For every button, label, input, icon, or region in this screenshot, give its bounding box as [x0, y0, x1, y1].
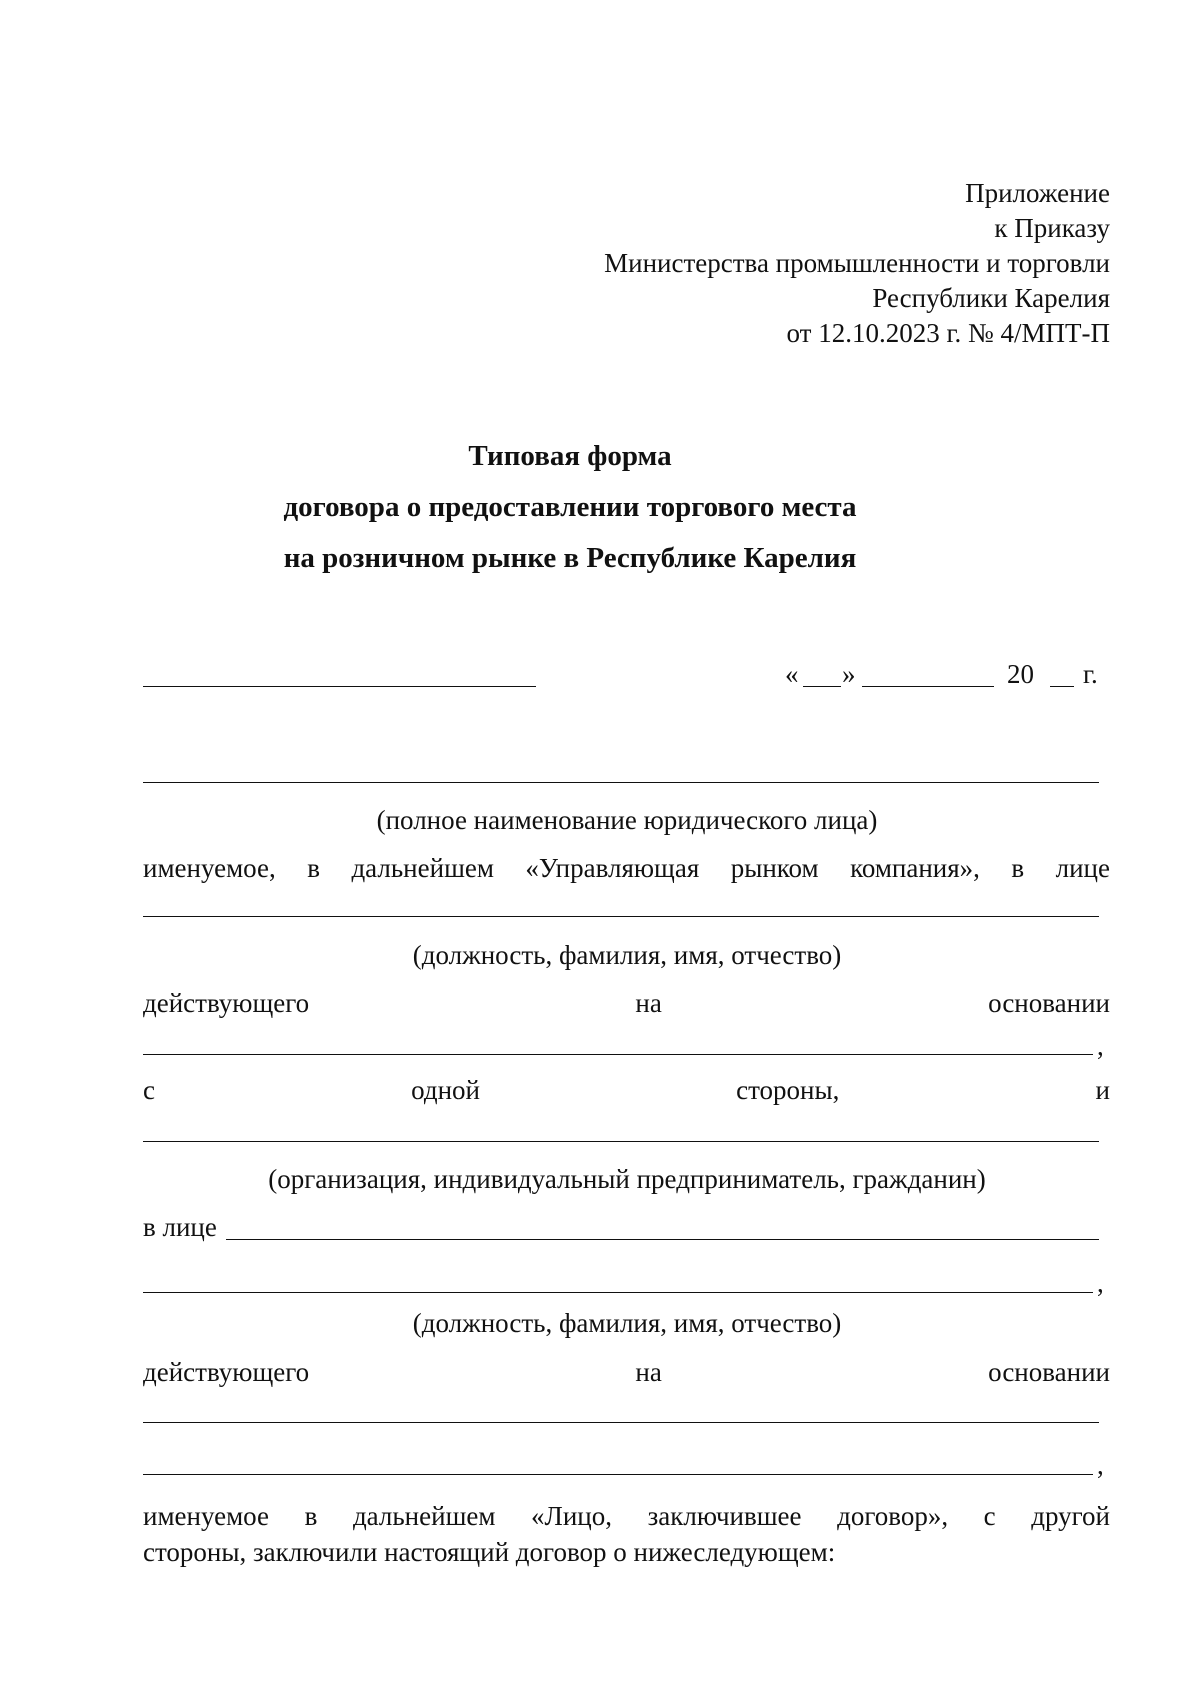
word: дальнейшем	[352, 1501, 496, 1531]
basis-2-blank-line-2	[143, 1474, 1093, 1475]
word: «Лицо,	[531, 1501, 612, 1531]
caption-position-2: (должность, фамилия, имя, отчество)	[412, 1308, 842, 1338]
order-date-number: от 12.10.2023 г. № 4/МПТ-П	[786, 318, 1110, 348]
word: на	[635, 988, 662, 1018]
republic-name: Республики Карелия	[872, 283, 1110, 313]
word: заключившее	[647, 1501, 802, 1531]
place-blank-line	[143, 686, 536, 687]
word: именуемое,	[143, 853, 276, 883]
organization-blank-line	[143, 1141, 1099, 1142]
day-blank-line	[803, 686, 841, 687]
word: основании	[988, 988, 1110, 1018]
year-blank-line	[1050, 686, 1074, 687]
in-person-label: в лице	[143, 1212, 217, 1242]
basis-2-blank-line	[143, 1422, 1099, 1423]
word: и	[1095, 1075, 1110, 1105]
month-blank-line	[862, 686, 994, 687]
in-person-blank-line-2	[143, 1292, 1093, 1293]
word: договор»,	[837, 1501, 949, 1531]
word: дальнейшем	[351, 853, 494, 883]
word: рынком	[730, 853, 819, 883]
acting-basis-2-line	[143, 1355, 1110, 1389]
word: именуемое	[143, 1501, 269, 1531]
year-prefix: 20	[1007, 659, 1034, 689]
word: действующего	[143, 1357, 310, 1387]
word: основании	[988, 1357, 1110, 1387]
basis-1-blank-line	[143, 1054, 1093, 1055]
word: одной	[411, 1075, 480, 1105]
word: «Управляющая	[525, 853, 700, 883]
caption-organization: (организация, индивидуальный предприниматель, гражданин)	[268, 1164, 986, 1194]
in-person-blank-line	[226, 1239, 1099, 1240]
word: лице	[1055, 853, 1110, 883]
legal-entity-blank-line	[143, 782, 1099, 783]
comma: ,	[1097, 1268, 1104, 1298]
appendix-label: Приложение	[965, 178, 1110, 208]
word: с	[983, 1501, 996, 1531]
caption-legal-entity: (полное наименование юридического лица)	[376, 805, 878, 835]
representative-blank-line	[143, 916, 1099, 917]
ministry-name: Министерства промышленности и торговли	[604, 248, 1110, 278]
word: другой	[1031, 1501, 1110, 1531]
word: в	[307, 853, 320, 883]
word: стороны,	[736, 1075, 840, 1105]
named-party2-line	[143, 1499, 1110, 1533]
day-quote-open: «	[785, 659, 799, 689]
named-party1-line	[143, 851, 1110, 885]
word: в	[304, 1501, 318, 1531]
word: действующего	[143, 988, 310, 1018]
word: компания»,	[850, 853, 980, 883]
title-line-1: Типовая форма	[468, 440, 672, 472]
comma: ,	[1097, 1450, 1104, 1480]
word: на	[635, 1357, 662, 1387]
day-quote-close: »	[842, 659, 856, 689]
year-suffix: г.	[1083, 659, 1098, 689]
title-line-2: договора о предоставлении торгового места	[283, 491, 857, 523]
caption-position-1: (должность, фамилия, имя, отчество)	[412, 940, 842, 970]
order-reference: к Приказу	[994, 213, 1110, 243]
acting-basis-1-line	[143, 986, 1110, 1020]
one-side-line	[143, 1073, 1110, 1107]
comma: ,	[1097, 1031, 1104, 1061]
word: с	[143, 1075, 155, 1105]
title-line-3: на розничном рынке в Республике Карелия	[283, 542, 857, 574]
closing-line: стороны, заключили настоящий договор о нижеследующем:	[143, 1537, 836, 1567]
word: в	[1011, 853, 1025, 883]
